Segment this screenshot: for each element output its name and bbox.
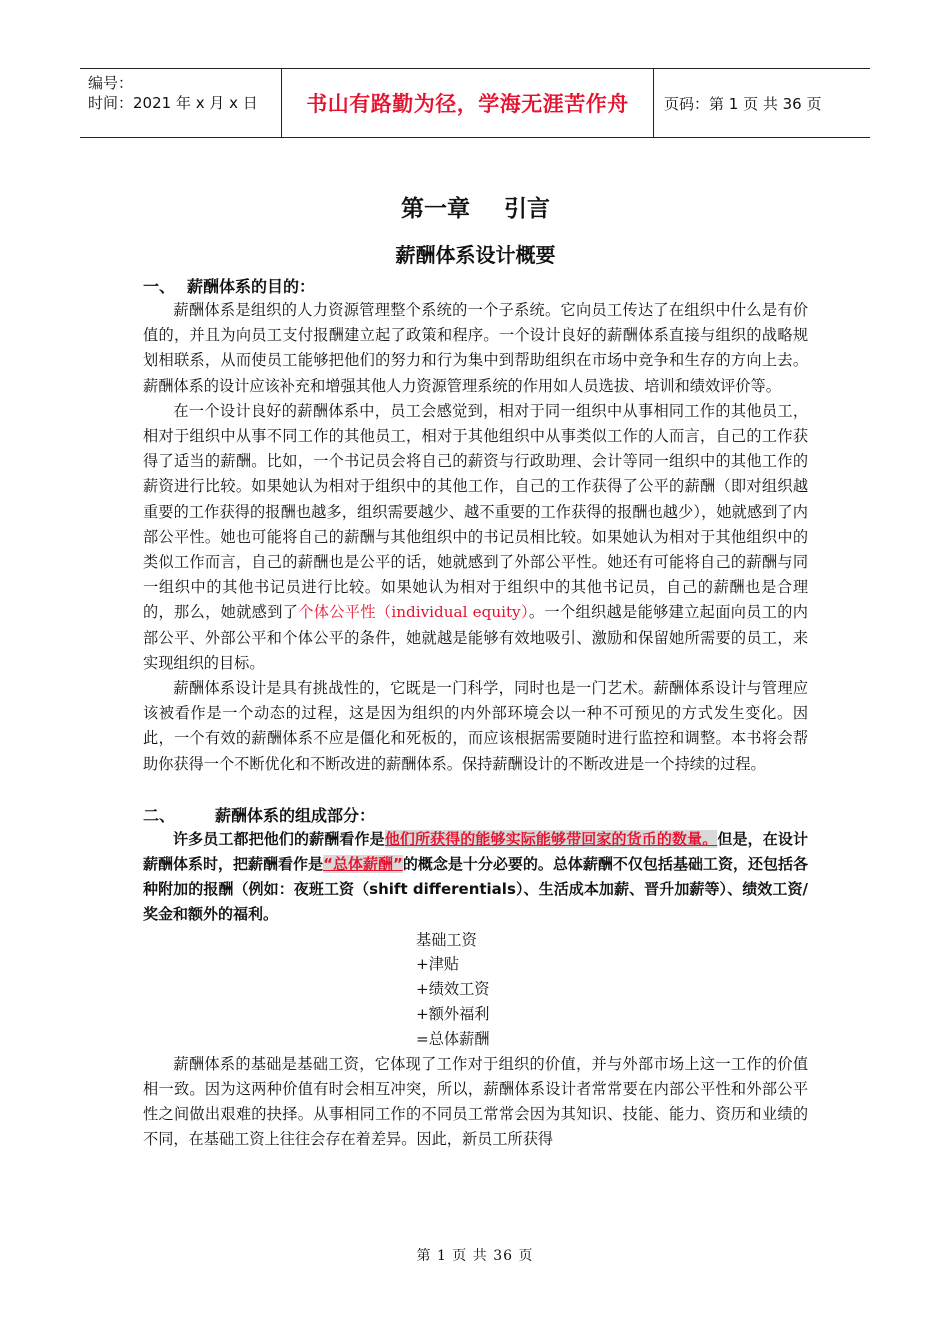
- paragraph-3: 薪酬体系设计是具有挑战性的，它既是一门科学，同时也是一门艺术。薪酬体系设计与管理应该被看作是一个动态的过程，这是因为组织的内外部环境会以一种不可预见的方式发生变化。因此，一个有效的薪酬体系不应是僵化和死板的，而应该根据需要随时进行监控和调整。本书将会帮助你获得一个不断优化和不断改进的薪酬体系。保持薪酬设计的不断改进是一个持续的过程。: [143, 679, 808, 773]
- paragraph-2-part-a: 在一个设计良好的薪酬体系中，员工会感觉到，相对于同一组织中从事相同工作的其他员工，相对于组织中从事不同工作的其他员工，相对于其他组织中从事类似工作的人而言，自己的工作获得了适当的薪酬。比如，一个书记员会将自己的薪资与行政助理、会计等同一组织中的其他工作的薪资进行比较。如果她认为相对于组织中的其他工作，自己的工作获得了公平的薪酬（即对组织越重要的工作获得的报酬也越多，组织需要越少、越不重要的工作获得的报酬也越少），她就感到了内部公平性。她也可能将自己的薪酬与其他组织中的书记员相比较。如果她认为相对于其他组织中的类似工作而言，自己的薪酬也是公平的话，她就感到了外部公平性。她还有可能将自己的薪酬与同一组织中的其他书记员进行比较。如果她认为相对于组织中的其他书记员，自己的薪酬也是合理的，那么，她就感到了: [143, 401, 808, 622]
- bold-paragraph: [143, 827, 808, 928]
- individual-equity-term: 个体公平性（individual equity）: [298, 603, 529, 622]
- page-info: 页码：第 1 页 共 36 页: [664, 94, 822, 113]
- header-page-cell: [654, 69, 870, 137]
- header-table: [80, 68, 870, 138]
- section-1-number: 一、: [143, 277, 176, 296]
- formula-line: 基础工资: [416, 930, 477, 949]
- subtitle: 薪酬体系设计概要: [395, 243, 556, 267]
- highlight-total-compensation: “总体薪酬”: [323, 855, 403, 874]
- formula-line: +津贴: [416, 955, 460, 974]
- formula-line: =总体薪酬: [416, 1029, 490, 1048]
- chapter-title: 第一章: [401, 196, 470, 222]
- section-2-heading: [143, 805, 808, 827]
- chapter-heading: [143, 190, 808, 228]
- section-2-title: 薪酬体系的组成部分：: [215, 805, 376, 825]
- header-motto-cell: [282, 69, 654, 137]
- highlight-take-home-pay: 他们所获得的能够实际能够带回家的货币的数量。: [384, 829, 718, 848]
- paragraph-1: 薪酬体系是组织的人力资源管理整个系统的一个子系统。它向员工传达了在组织中什么是有价值的，并且为向员工支付报酬建立起了政策和程序。一个设计良好的薪酬体系直接与组织的战略规划相联系，从而使员工能够把他们的努力和行为集中到帮助组织在市场中竞争和生存的方向上去。薪酬体系的设计应该补充和增强其他人力资源管理系统的作用如人员选拔、培训和绩效评价等。: [143, 301, 808, 395]
- paragraph-2: [143, 399, 808, 676]
- bold-part-2: 但是，在设计薪酬体系时，把薪酬看作是: [143, 829, 808, 874]
- section-1-title: 薪酬体系的目的：: [187, 277, 316, 296]
- document-body: [143, 190, 808, 1152]
- number-label: 编号：: [88, 74, 134, 92]
- formula-line: +额外福利: [416, 1005, 490, 1024]
- header-meta-cell: [80, 69, 282, 137]
- bold-part-1: 许多员工都把他们的薪酬看作是: [173, 829, 385, 848]
- chapter-name: 引言: [504, 196, 550, 222]
- compensation-formula: [143, 928, 808, 1052]
- paragraph-4: 薪酬体系的基础是基础工资，它体现了工作对于组织的价值，并与外部市场上这一工作的价值相一致。因为这两种价值有时会相互冲突，所以，薪酬体系设计者常常要在内部公平性和外部公平性之间做出艰难的抉择。从事相同工作的不同员工常常会因为其知识、技能、能力、资历和业绩的不同，在基础工资上往往会存在着差异。因此，新员工所获得: [143, 1054, 808, 1149]
- formula-line: +绩效工资: [416, 980, 490, 999]
- motto: 书山有路勤为径，学海无涯苦作舟: [306, 92, 629, 116]
- bold-part-3: 的概念是十分必要的。总体薪酬不仅包括基础工资，还包括各种附加的报酬（例如：夜班工资（shift differentials）、生活成本加薪、晋升加薪等）、绩效工资/奖金和额外的福利。: [143, 855, 808, 924]
- page-footer: 第 1 页 共 36 页: [416, 1248, 534, 1264]
- section-1-heading: [143, 276, 808, 298]
- section-2-number: 二、: [143, 805, 176, 825]
- paragraph-2-part-b: 。一个组织越是能够建立起面向员工的内部公平、外部公平和个体公平的条件，她就越是能够有效地吸引、激励和保留她所需要的员工，来实现组织的目标。: [143, 603, 808, 672]
- time-label: 时间：2021 年 x 月 x 日: [88, 94, 258, 112]
